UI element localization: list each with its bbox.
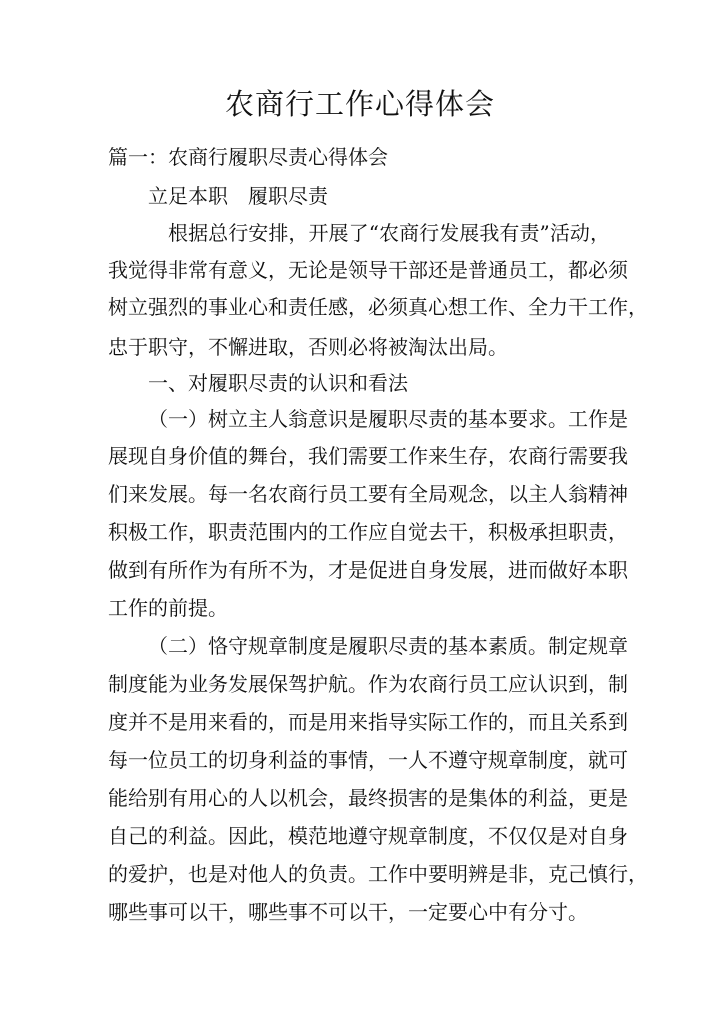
paragraph-line: 制度能为业务发展保驾护航。作为农商行员工应认识到，制 xyxy=(108,672,628,696)
paragraph-line: 工作的前提。 xyxy=(108,596,228,620)
paragraph-line: 做到有所作为有所不为，才是促进自身发展，进而做好本职 xyxy=(108,558,628,582)
document-title: 农商行工作心得体会 xyxy=(224,87,495,121)
paragraph-line: 自己的利益。因此，模范地遵守规章制度，不仅仅是对自身 xyxy=(108,824,628,848)
paragraph-line: （二）恪守规章制度是履职尽责的基本素质。制定规章 xyxy=(148,634,628,658)
section-heading: 篇一：农商行履职尽责心得体会 xyxy=(108,145,388,169)
subheading: 立足本职 履职尽责 xyxy=(148,184,328,208)
paragraph-line: 展现自身价值的舞台，我们需要工作来生存，农商行需要我 xyxy=(108,444,628,468)
paragraph-line: 哪些事可以干，哪些事不可以干，一定要心中有分寸。 xyxy=(108,900,588,924)
paragraph-line: 每一位员工的切身利益的事情，一人不遵守规章制度，就可 xyxy=(108,748,628,772)
paragraph-line: 我觉得非常有意义，无论是领导干部还是普通员工，都必须 xyxy=(108,258,628,282)
paragraph-line: 树立强烈的事业心和责任感，必须真心想工作、全力干工作， xyxy=(108,295,648,319)
section-subheading: 一、对履职尽责的认识和看法 xyxy=(148,371,408,395)
paragraph-line: （一）树立主人翁意识是履职尽责的基本要求。工作是 xyxy=(148,407,628,431)
paragraph-line: 度并不是用来看的，而是用来指导实际工作的，而且关系到 xyxy=(108,710,628,734)
paragraph-line: 们来发展。每一名农商行员工要有全局观念，以主人翁精神 xyxy=(108,482,628,506)
paragraph-line: 根据总行安排，开展了“农商行发展我有责”活动， xyxy=(168,221,610,245)
paragraph-line: 能给别有用心的人以机会，最终损害的是集体的利益，更是 xyxy=(108,786,628,810)
paragraph-line: 的爱护，也是对他人的负责。工作中要明辨是非，克己慎行， xyxy=(108,862,648,886)
paragraph-line: 忠于职守，不懈进取，否则必将被淘汰出局。 xyxy=(108,335,508,359)
paragraph-line: 积极工作，职责范围内的工作应自觉去干，积极承担职责， xyxy=(108,520,628,544)
